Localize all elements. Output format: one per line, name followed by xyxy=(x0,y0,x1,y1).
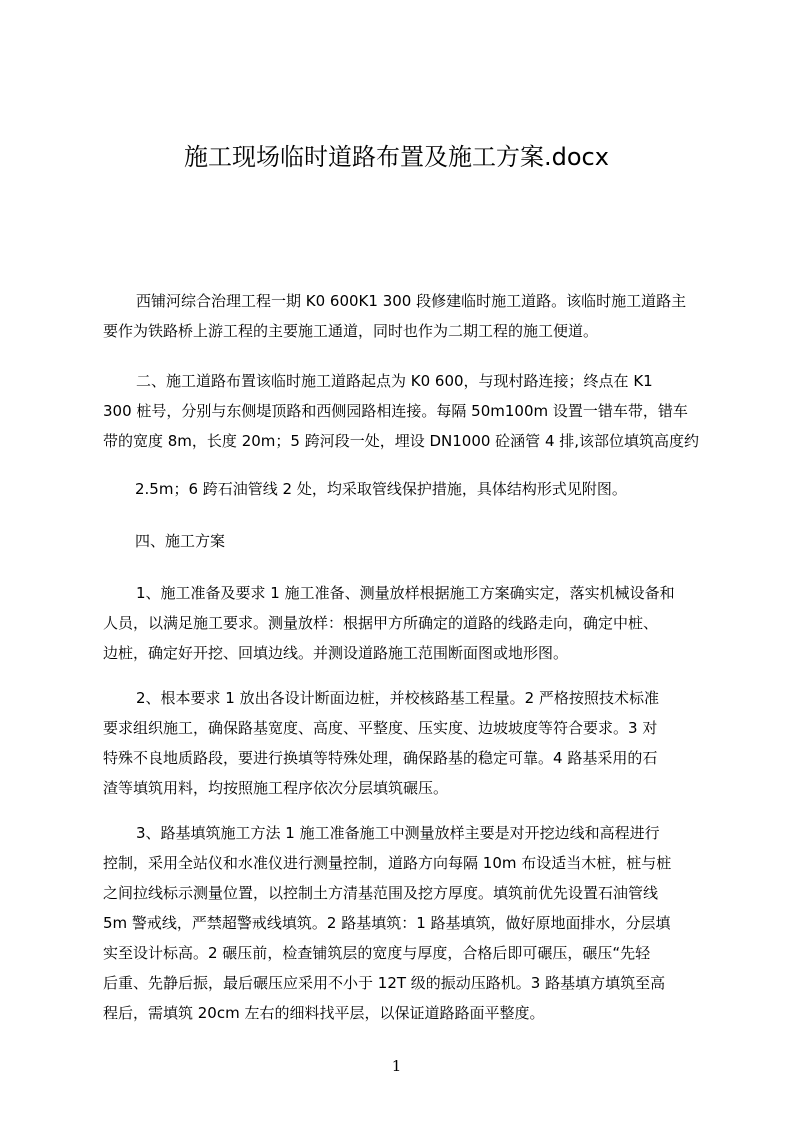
paragraph-subgrade-filling xyxy=(103,818,715,1028)
paragraph-line: 边桩，确定好开挖、回填边线。并测设道路施工范围断面图或地形图。 xyxy=(103,644,569,662)
section-heading-construction-plan xyxy=(103,526,715,556)
paragraph-preparation xyxy=(103,578,715,668)
paragraph-line: 人员，以满足施工要求。测量放样：根据甲方所确定的道路的线路走向，确定中桩、 xyxy=(103,614,659,632)
paragraph-line: 带的宽度 8m，长度 20m；5 跨河段一处，埋设 DN1000 砼涵管 4 排,该部位填筑高度约 xyxy=(103,432,700,450)
paragraph-line: 2.5m；6 跨石油管线 2 处，均采取管线保护措施，具体结构形式见附图。 xyxy=(135,480,627,498)
paragraph-line: 四、施工方案 xyxy=(135,532,226,550)
paragraph-line: 之间拉线标示测量位置，以控制土方清基范围及挖方厚度。填筑前优先设置石油管线 xyxy=(103,884,659,902)
paragraph-line: 300 桩号，分别与东侧堤顶路和西侧园路相连接。每隔 50m100m 设置一错车带，错车 xyxy=(103,402,688,420)
paragraph-pipeline-crossing xyxy=(103,474,715,504)
paragraph-line: 3、路基填筑施工方法 1 施工准备施工中测量放样主要是对开挖边线和高程进行 xyxy=(136,824,660,842)
paragraph-line: 要求组织施工，确保路基宽度、高度、平整度、压实度、边坡坡度等符合要求。3 对 xyxy=(103,719,658,737)
paragraph-line: 二、施工道路布置该临时施工道路起点为 K0 600，与现村路连接；终点在 K1 xyxy=(136,372,653,390)
paragraph-line: 特殊不良地质路段，要进行换填等特殊处理，确保路基的稳定可靠。4 路基采用的石 xyxy=(103,749,658,767)
paragraph-line: 后重、先静后振，最后碾压应采用不小于 12T 级的振动压路机。3 路基填方填筑至高 xyxy=(103,974,666,992)
paragraph-road-layout xyxy=(103,366,715,456)
document-title: 施工现场临时道路布置及施工方案.docx xyxy=(184,143,609,171)
page-number: 1 xyxy=(391,1057,402,1075)
paragraph-line: 控制，采用全站仪和水准仪进行测量控制，道路方向每隔 10m 布设适当木桩，桩与桩 xyxy=(103,854,672,872)
paragraph-basic-requirements xyxy=(103,683,715,803)
paragraph-line: 实至设计标高。2 碾压前，检查铺筑层的宽度与厚度，合格后即可碾压，碾压“先轻 xyxy=(103,944,651,962)
paragraph-line: 渣等填筑用料，均按照施工程序依次分层填筑碾压。 xyxy=(103,779,449,797)
paragraph-intro xyxy=(103,286,715,346)
paragraph-line: 程后，需填筑 20cm 左右的细料找平层，以保证道路路面平整度。 xyxy=(103,1004,545,1022)
paragraph-line: 5m 警戒线，严禁超警戒线填筑。2 路基填筑：1 路基填筑，做好原地面排水，分层填 xyxy=(103,914,671,932)
paragraph-line: 要作为铁路桥上游工程的主要施工通道，同时也作为二期工程的施工便道。 xyxy=(103,322,599,340)
paragraph-line: 1、施工准备及要求 1 施工准备、测量放样根据施工方案确实定，落实机械设备和 xyxy=(136,584,675,602)
paragraph-line: 2、根本要求 1 放出各设计断面边桩，并校核路基工程量。2 严格按照技术标准 xyxy=(136,689,659,707)
paragraph-line: 西铺河综合治理工程一期 K0 600K1 300 段修建临时施工道路。该临时施工道路主 xyxy=(136,292,687,310)
